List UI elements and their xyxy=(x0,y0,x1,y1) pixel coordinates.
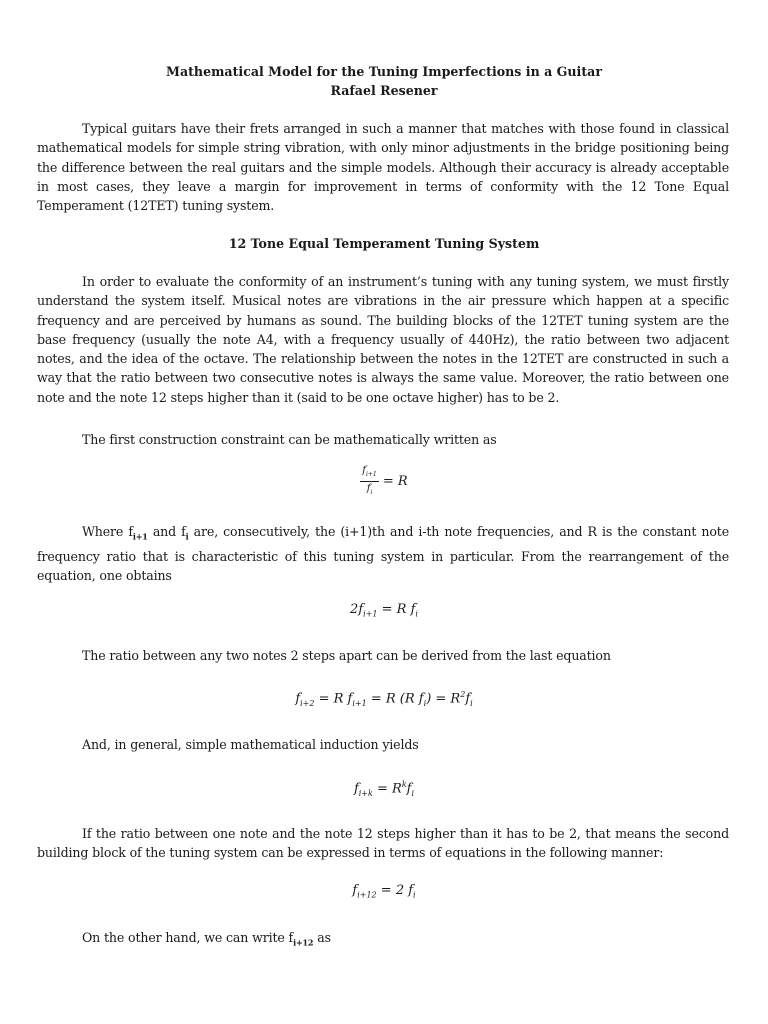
body-paragraph-2: The first construction constraint can be mathematically written as xyxy=(82,432,497,447)
equation-1-fraction: $\frac{f_{i+1}}{f_i}$ xyxy=(362,465,377,496)
intro-paragraph: Typical guitars have their frets arranged in such a manner that matches with those found in classical mathematical models for simple string vibration, with only minor adjustments in the bridge positioning being the difference between the real guitars and the simple models. Although their accuracy is already acceptable in most cases, they leave a margin for improvement in terms of conformity with the 12 Tone Equal Temperament (12TET) tuning system. xyxy=(37,121,729,214)
equation-5: $f_{i+12} = 2$ $f_i$ xyxy=(352,883,416,900)
body-paragraph-3: Where $f_{i+1}$ and $f_i$ are, consecutively, the (i+1)th and i-th note frequencies, and R is the constant note frequency ratio that is characteristic of this tuning system in particular. From the rearrangement of the equation, one obtains xyxy=(37,524,729,584)
body-paragraph-5: And, in general, simple mathematical induction yields xyxy=(82,737,419,752)
equation-4: $f_{i+k} = R^kf_i$ xyxy=(353,780,415,798)
paper-author: Rafael Resener xyxy=(330,83,438,98)
body-paragraph-4: The ratio between any two notes 2 steps apart can be derived from the last equation xyxy=(82,648,611,663)
section-heading: 12 Tone Equal Temperament Tuning System xyxy=(228,236,540,251)
body-paragraph-1: In order to evaluate the conformity of an instrument’s tuning with any tuning system, we must firstly understand the system itself. Musical notes are vibrations in the air pressure which happen at a specific frequency and are perceived by humans as sound. The building blocks of the 12TET tuning system are the base frequency (usually the note A4, with a frequency usually of 440Hz), the ratio between two adjacent notes, and the idea of the octave. The relationship between the notes in the 12TET are constructed in such a way that the ratio between two consecutive notes is always the same value. Moreover, the ratio between one note and the note 12 steps higher than it (said to be one octave higher) has to be 2. xyxy=(37,274,729,405)
equation-1: $\frac{f_{i+1}}{f_i}$ = R xyxy=(0,464,768,499)
equation-3: $f_{i+2} = R$ $f_{i+1} = R$ (R $f_i) = R^2f_i$ xyxy=(295,690,473,708)
body-paragraph-7: On the other hand, we can write $f_{i+12}$ as xyxy=(82,930,331,948)
equation-2: $2f_{i+1} = R$ $f_i$ xyxy=(350,602,418,619)
paper-title: Mathematical Model for the Tuning Imperfections in a Guitar xyxy=(166,64,602,79)
body-paragraph-6: If the ratio between one note and the note 12 steps higher than it has to be 2, that means the second building block of the tuning system can be expressed in terms of equations in the following manner: xyxy=(37,826,729,861)
